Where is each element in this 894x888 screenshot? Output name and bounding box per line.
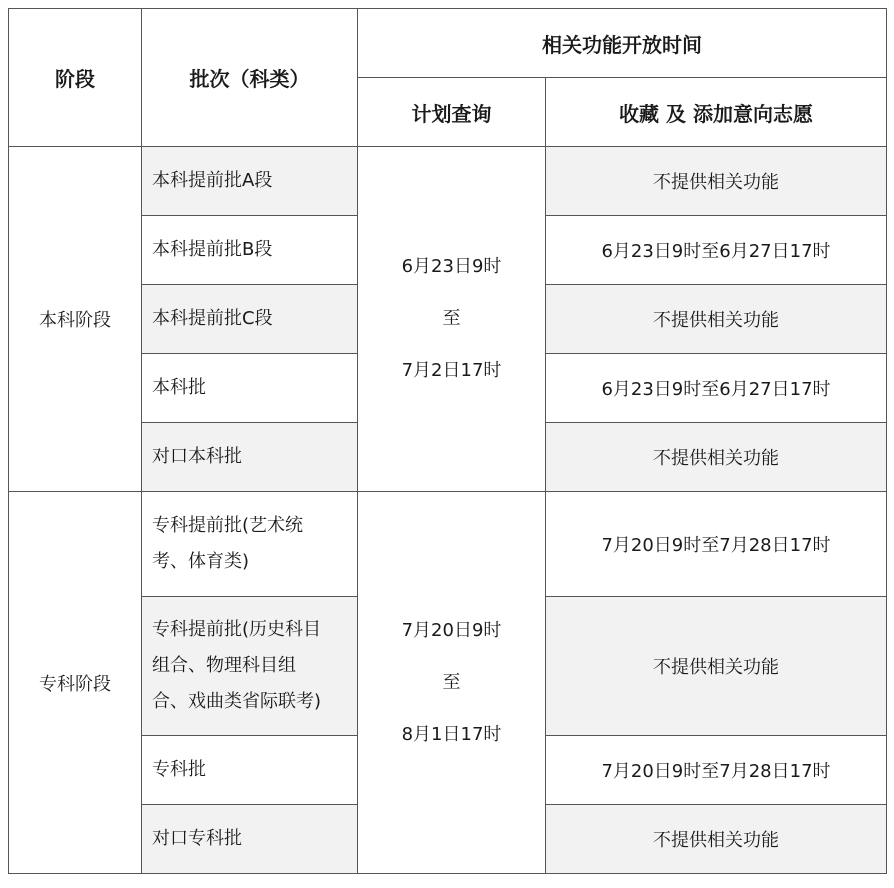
batch-line: 专科提前批(艺术统 [152,515,304,536]
plan-query-cell [358,492,546,874]
batch-line: 专科提前批(历史科目 [152,619,322,640]
plan-to: 至 [442,671,461,693]
table-row [9,147,887,216]
plan-start: 6月23日9时 [401,256,502,277]
favorite-cell: 7月20日9时至7月28日17时 [546,492,887,597]
favorite-cell: 不提供相关功能 [546,147,887,216]
favorite-cell: 6月23日9时至6月27日17时 [546,354,887,423]
header-favorite: 收藏 及 添加意向志愿 [546,78,887,147]
batch-cell: 对口本科批 [142,423,358,492]
plan-end: 8月1日17时 [401,723,502,745]
batch-cell: 本科提前批C段 [142,285,358,354]
header-stage: 阶段 [9,9,142,147]
plan-start: 7月20日9时 [401,619,502,641]
table-row [9,492,887,597]
header-row-1 [9,9,887,78]
batch-cell: 对口专科批 [142,805,358,874]
batch-line: 合、戏曲类省际联考) [152,691,322,712]
header-functions: 相关功能开放时间 [358,9,887,78]
batch-cell: 本科批 [142,354,358,423]
stage-cell: 本科阶段 [9,147,142,492]
favorite-cell: 不提供相关功能 [546,423,887,492]
plan-to: 至 [442,308,461,329]
batch-cell: 本科提前批A段 [142,147,358,216]
batch-line: 组合、物理科目组 [152,655,296,676]
favorite-cell: 6月23日9时至6月27日17时 [546,216,887,285]
plan-query-cell [358,147,546,492]
favorite-cell: 不提供相关功能 [546,285,887,354]
stage-cell: 专科阶段 [9,492,142,874]
header-plan-query: 计划查询 [358,78,546,147]
batch-line: 考、体育类) [152,551,250,572]
batch-cell [142,597,358,736]
schedule-table [8,8,887,874]
favorite-cell: 不提供相关功能 [546,597,887,736]
batch-cell: 本科提前批B段 [142,216,358,285]
favorite-cell: 不提供相关功能 [546,805,887,874]
header-batch: 批次（科类） [142,9,358,147]
batch-cell: 专科批 [142,736,358,805]
batch-cell [142,492,358,597]
plan-end: 7月2日17时 [401,360,502,381]
favorite-cell: 7月20日9时至7月28日17时 [546,736,887,805]
